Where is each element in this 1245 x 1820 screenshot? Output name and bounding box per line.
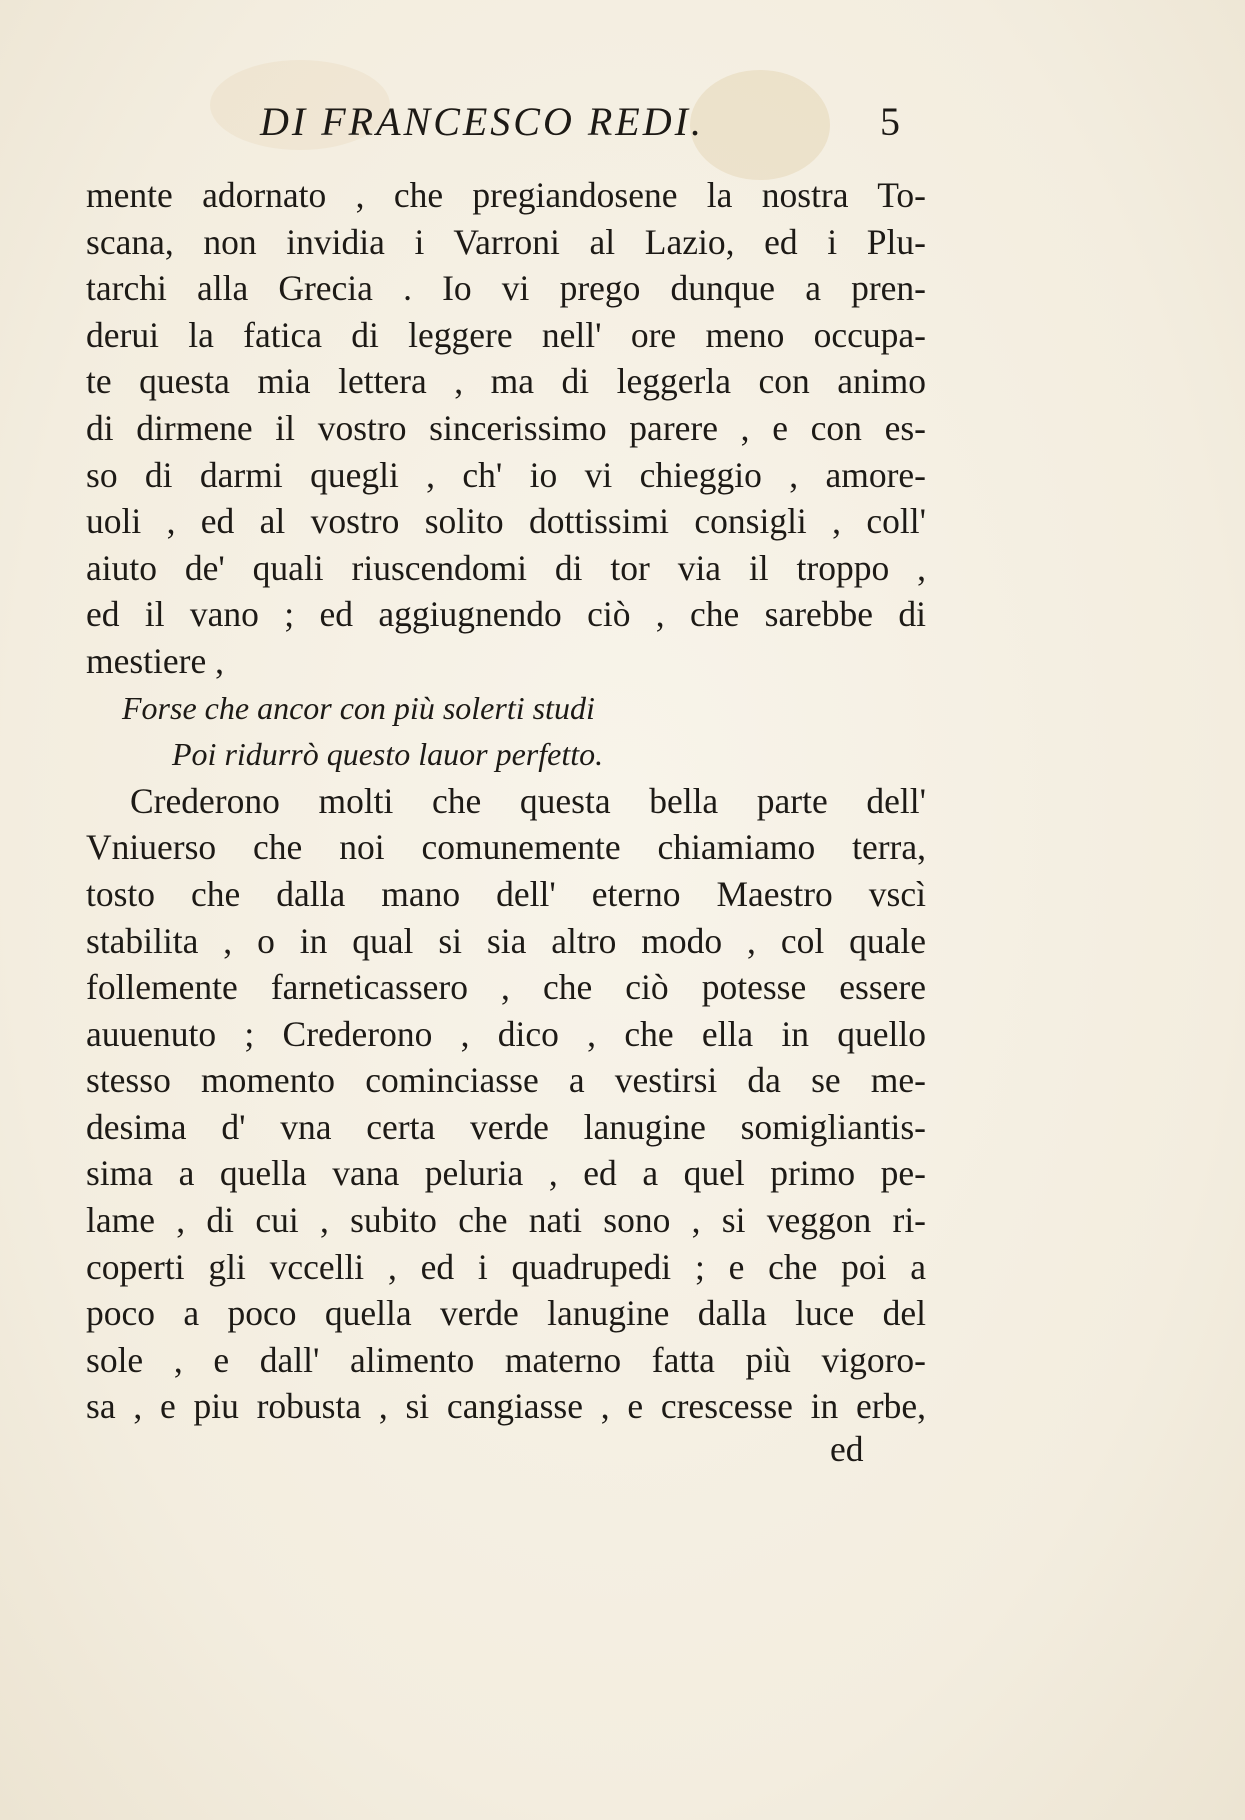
text-line: mestiere , [86,640,224,681]
page-header [260,98,900,154]
text-line: uoli , ed al vostro solito dottissimi consigli , coll' [86,501,926,542]
running-title: DI FRANCESCO REDI. [260,99,704,144]
text-line: so di darmi quegli , ch' io vi chieggio , amore- [86,454,926,495]
text-line: tosto che dalla mano dell' eterno Maestro vscì [86,873,926,914]
text-line: scana, non invidia i Varroni al Lazio, ed i Plu- [86,221,926,262]
text-line: Vniuerso che noi comunemente chiamiamo terra, [86,827,926,868]
text-line: stabilita , o in qual si sia altro modo , col quale [86,920,926,961]
text-line: mente adornato , che pregiandosene la nostra To- [86,175,926,215]
text-line: te questa mia lettera , ma di leggerla con animo [86,361,926,402]
text-line: Crederono molti che questa bella parte dell' [130,780,926,821]
text-line: poco a poco quella verde lanugine dalla luce del [86,1293,926,1334]
text-line: aiuto de' quali riuscendomi di tor via il troppo , [86,547,926,588]
verse-line: Forse che ancor con più solerti studi [122,689,595,726]
body-text [86,172,926,1430]
text-line: follemente farneticassero , che ciò potesse essere [86,967,926,1008]
text-line: sima a quella vana peluria , ed a quel primo pe- [86,1153,926,1194]
text-line: sa , e piu robusta , si cangiasse , e crescesse in erbe, [86,1386,926,1427]
text-line: stesso momento cominciasse a vestirsi da se me- [86,1060,926,1101]
text-line: coperti gli vccelli , ed i quadrupedi ; e che poi a [86,1246,926,1287]
catchword: ed [830,1429,864,1469]
text-line: di dirmene il vostro sincerissimo parere , e con es- [86,407,926,448]
text-line: sole , e dall' alimento materno fatta più vigoro- [86,1339,926,1380]
page-number: 5 [880,99,900,144]
text-line: ed il vano ; ed aggiugnendo ciò , che sarebbe di [86,594,926,635]
text-line: desima d' vna certa verde lanugine somigliantis- [86,1106,926,1147]
text-line: auuenuto ; Crederono , dico , che ella in quello [86,1013,926,1054]
text-line: lame , di cui , subito che nati sono , si veggon ri- [86,1200,926,1241]
text-line: tarchi alla Grecia . Io vi prego dunque a pren- [86,268,926,309]
text-line: derui la fatica di leggere nell' ore meno occupa- [86,314,926,355]
verse-line: Poi ridurrò questo lauor perfetto. [172,736,604,773]
